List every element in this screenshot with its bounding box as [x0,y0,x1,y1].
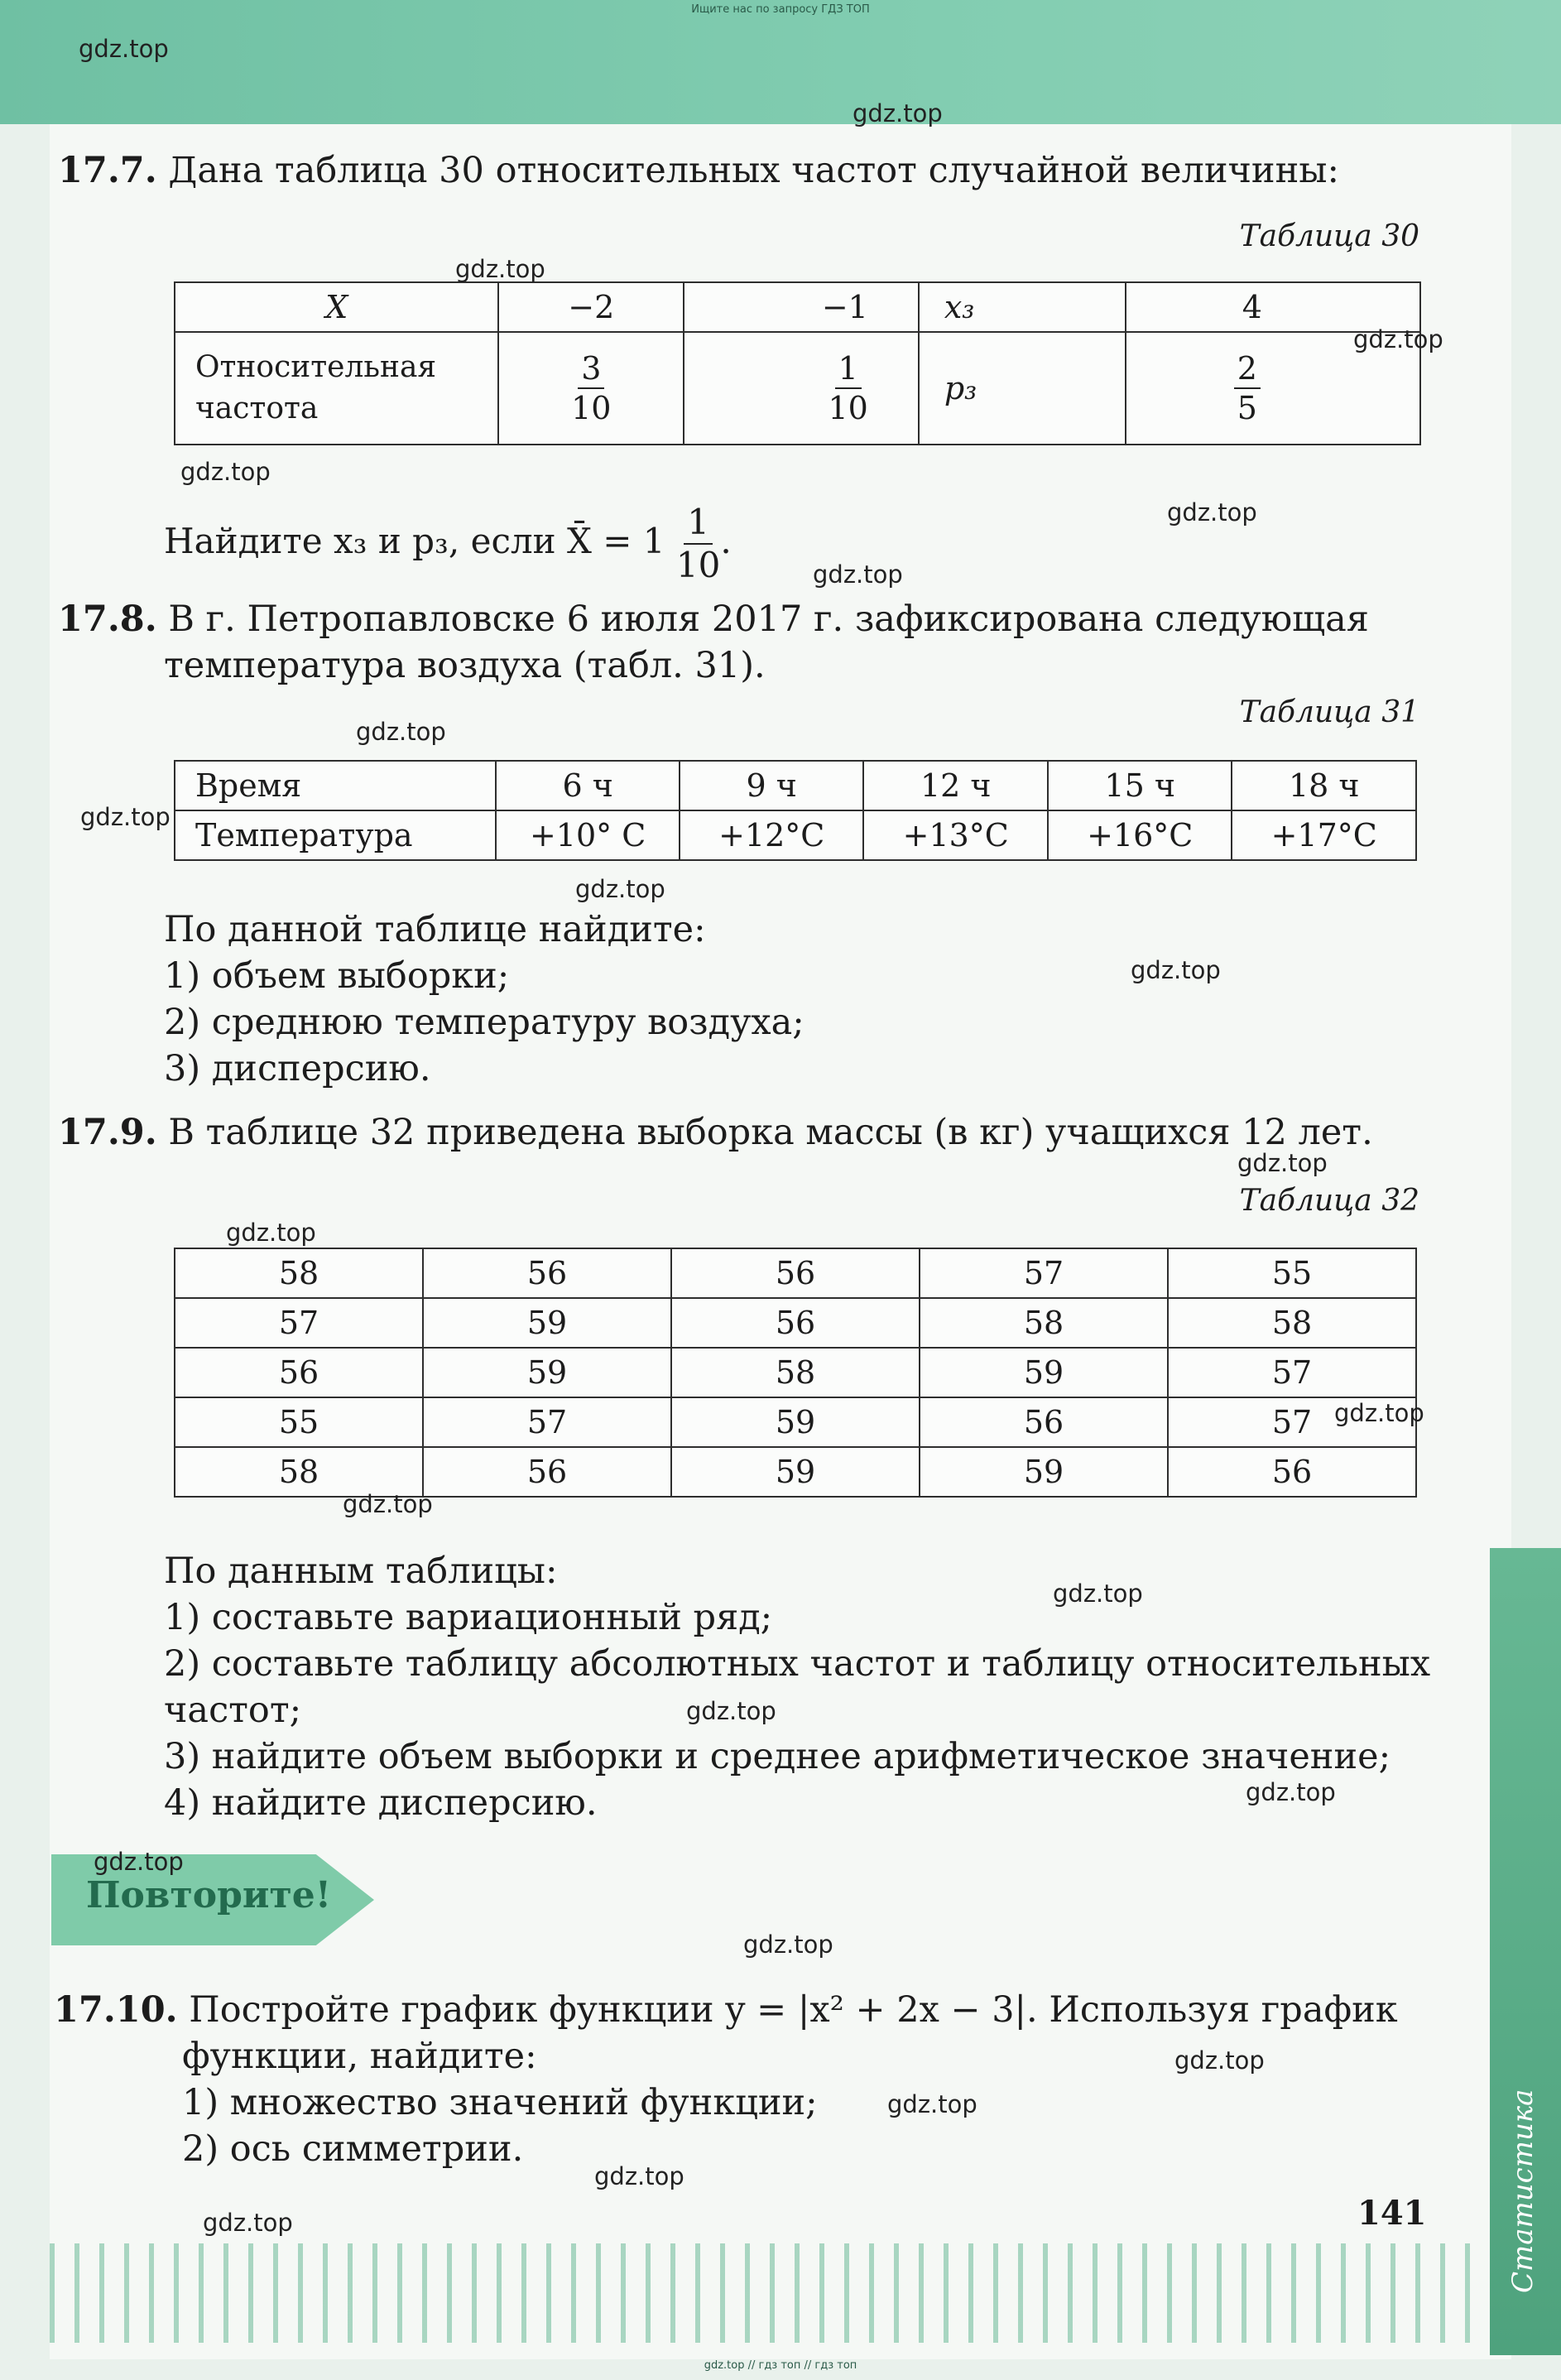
watermark: gdz.top [743,1930,833,1959]
table-row [175,761,1416,810]
table-cell: 56 [423,1447,671,1497]
denominator: 10 [828,390,868,426]
numerator: 3 [578,353,604,389]
exercise-17-9-statement [58,1109,1373,1156]
exercise-text: В г. Петропавловске 6 июля 2017 г. зафиксирована следующая [168,599,1369,640]
section-side-tab [1490,1548,1561,2355]
table-32-caption: Таблица 32 [1239,1184,1419,1218]
table-cell [175,332,498,445]
table-cell: 57 [423,1397,671,1447]
table-row [175,332,1420,445]
table-row [175,1397,1416,1447]
numerator: 1 [835,353,862,389]
table-cell: 18 ч [1232,761,1416,810]
table-cell: 59 [423,1348,671,1397]
table-cell: 56 [920,1397,1168,1447]
fraction [571,350,612,426]
exercise-17-10-statement [54,1987,1398,2033]
table-cell: 59 [423,1298,671,1348]
exercise-17-10-statement-cont: функции, найдите: [182,2036,537,2077]
table-cell: 58 [175,1248,423,1298]
watermark: gdz.top [343,1490,433,1518]
table-cell: 59 [671,1447,920,1497]
table-32 [174,1248,1417,1498]
watermark: gdz.top [594,2162,684,2190]
table-cell: +10° C [496,810,680,860]
watermark: gdz.top [79,35,169,63]
table-cell: 56 [671,1248,920,1298]
exercise-text: В таблице 32 приведена выборка массы (в кг) учащихся 12 лет. [168,1112,1373,1153]
exercise-item: 1) множество значений функции; [182,2082,818,2123]
table-cell: 58 [671,1348,920,1397]
row-label: частота [195,392,319,426]
watermark: gdz.top [180,458,271,486]
exercise-17-9-intro: По данным таблицы: [164,1551,558,1592]
watermark: gdz.top [356,718,446,746]
exercise-number: 17.9. [58,1112,157,1153]
table-row [175,1348,1416,1397]
table-cell: 57 [175,1298,423,1348]
side-tab-label: Статистика [1506,2089,1539,2293]
table-31 [174,760,1417,861]
exercise-17-8-statement-cont: температура воздуха (табл. 31). [164,645,766,686]
watermark: gdz.top [686,1697,776,1725]
table-row [175,282,1420,332]
table-cell: 56 [423,1248,671,1298]
watermark: gdz.top [887,2090,977,2118]
watermark: gdz.top [1353,325,1443,353]
table-row [175,1298,1416,1348]
watermark: gdz.top [1334,1399,1424,1427]
exercise-item: 2) среднюю температуру воздуха; [164,1002,805,1043]
exercise-item: 1) объем выборки; [164,955,510,997]
table-cell: +16°C [1048,810,1232,860]
watermark: gdz.top [1131,956,1221,984]
table-row [175,1248,1416,1298]
table-cell: 55 [175,1397,423,1447]
table-cell: Время [175,761,496,810]
table-cell: X [175,282,498,332]
table-cell: 58 [920,1298,1168,1348]
table-cell: 59 [920,1447,1168,1497]
table-row [175,1447,1416,1497]
table-cell: Температура [175,810,496,860]
watermark: gdz.top [226,1219,316,1247]
table-row [175,810,1416,860]
watermark: gdz.top [1246,1778,1336,1806]
table-cell: 12 ч [863,761,1047,810]
question-text: . [720,521,732,561]
watermark: gdz.top [1167,498,1257,526]
table-cell: 57 [1168,1348,1416,1397]
watermark: gdz.top [575,875,665,903]
exercise-item: 2) ось симметрии. [182,2128,524,2170]
exercise-text: Постройте график функции y = |x² + 2x − 3|. Используя график [189,1989,1398,2031]
exercise-item: частот; [164,1690,302,1731]
question-text: Найдите x₃ и p₃, если X̄ = 1 [164,521,665,561]
table-cell [498,332,684,445]
watermark: gdz.top [853,99,943,127]
table-cell: 15 ч [1048,761,1232,810]
exercise-17-7-statement [58,147,1339,194]
exercise-item: 3) дисперсию. [164,1048,431,1089]
table-cell: −1 [684,282,919,332]
table-cell: 56 [1168,1447,1416,1497]
table-cell: 58 [1168,1298,1416,1348]
table-cell [684,332,919,445]
table-cell: 56 [175,1348,423,1397]
exercise-number: 17.8. [58,599,157,640]
denominator: 5 [1237,390,1257,426]
ruler-decoration [50,2243,1490,2343]
watermark: gdz.top [1053,1579,1143,1608]
table-cell: 59 [671,1397,920,1447]
watermark: gdz.top [203,2209,293,2237]
table-cell: 56 [671,1298,920,1348]
table-cell: 9 ч [680,761,863,810]
table-cell: 55 [1168,1248,1416,1298]
table-cell: +17°C [1232,810,1416,860]
exercise-number: 17.10. [54,1989,178,2031]
fraction [828,350,868,426]
exercise-17-8-intro: По данной таблице найдите: [164,909,706,950]
exercise-text: Дана таблица 30 относительных частот случайной величины: [168,150,1339,191]
exercise-17-7-question [164,502,732,585]
table-cell: x₃ [919,282,1126,332]
exercise-number: 17.7. [58,150,157,191]
table-cell: −2 [498,282,684,332]
row-label: Относительная [195,350,437,384]
watermark: gdz.top [1174,2046,1265,2075]
table-cell: 6 ч [496,761,680,810]
header-banner [0,0,1561,124]
table-30-caption: Таблица 30 [1239,219,1419,253]
header-note: Ищите нас по запросу ГДЗ ТОП [691,3,870,16]
table-31-caption: Таблица 31 [1239,695,1419,729]
fraction [675,502,721,585]
watermark: gdz.top [813,560,903,589]
fraction [1234,350,1261,426]
exercise-item: 4) найдите дисперсию. [164,1782,598,1824]
badge-label: Повторите! [86,1874,332,1916]
table-cell: 59 [920,1348,1168,1397]
exercise-item: 2) составьте таблицу абсолютных частот и таблицу относительных [164,1643,1431,1685]
table-cell: +12°C [680,810,863,860]
table-cell: +13°C [863,810,1047,860]
table-30 [174,281,1421,445]
exercise-17-8-statement [58,596,1369,642]
numerator: 2 [1234,353,1261,389]
exercise-item: 3) найдите объем выборки и среднее арифметическое значение; [164,1736,1391,1777]
watermark: gdz.top [455,255,545,283]
watermark: gdz.top [1237,1149,1328,1177]
footer-note: gdz.top // гдз топ // гдз топ [704,2359,857,2372]
table-cell: 4 [1126,282,1420,332]
exercise-item: 1) составьте вариационный ряд; [164,1597,773,1638]
denominator: 10 [571,390,612,426]
numerator: 1 [684,505,713,545]
page-number: 141 [1357,2194,1427,2233]
table-cell: 57 [920,1248,1168,1298]
denominator: 10 [675,545,721,585]
table-cell: p₃ [919,332,1126,445]
watermark: gdz.top [80,803,171,831]
table-cell: 57 [1168,1397,1416,1447]
table-cell: 58 [175,1447,423,1497]
watermark: gdz.top [94,1848,184,1876]
